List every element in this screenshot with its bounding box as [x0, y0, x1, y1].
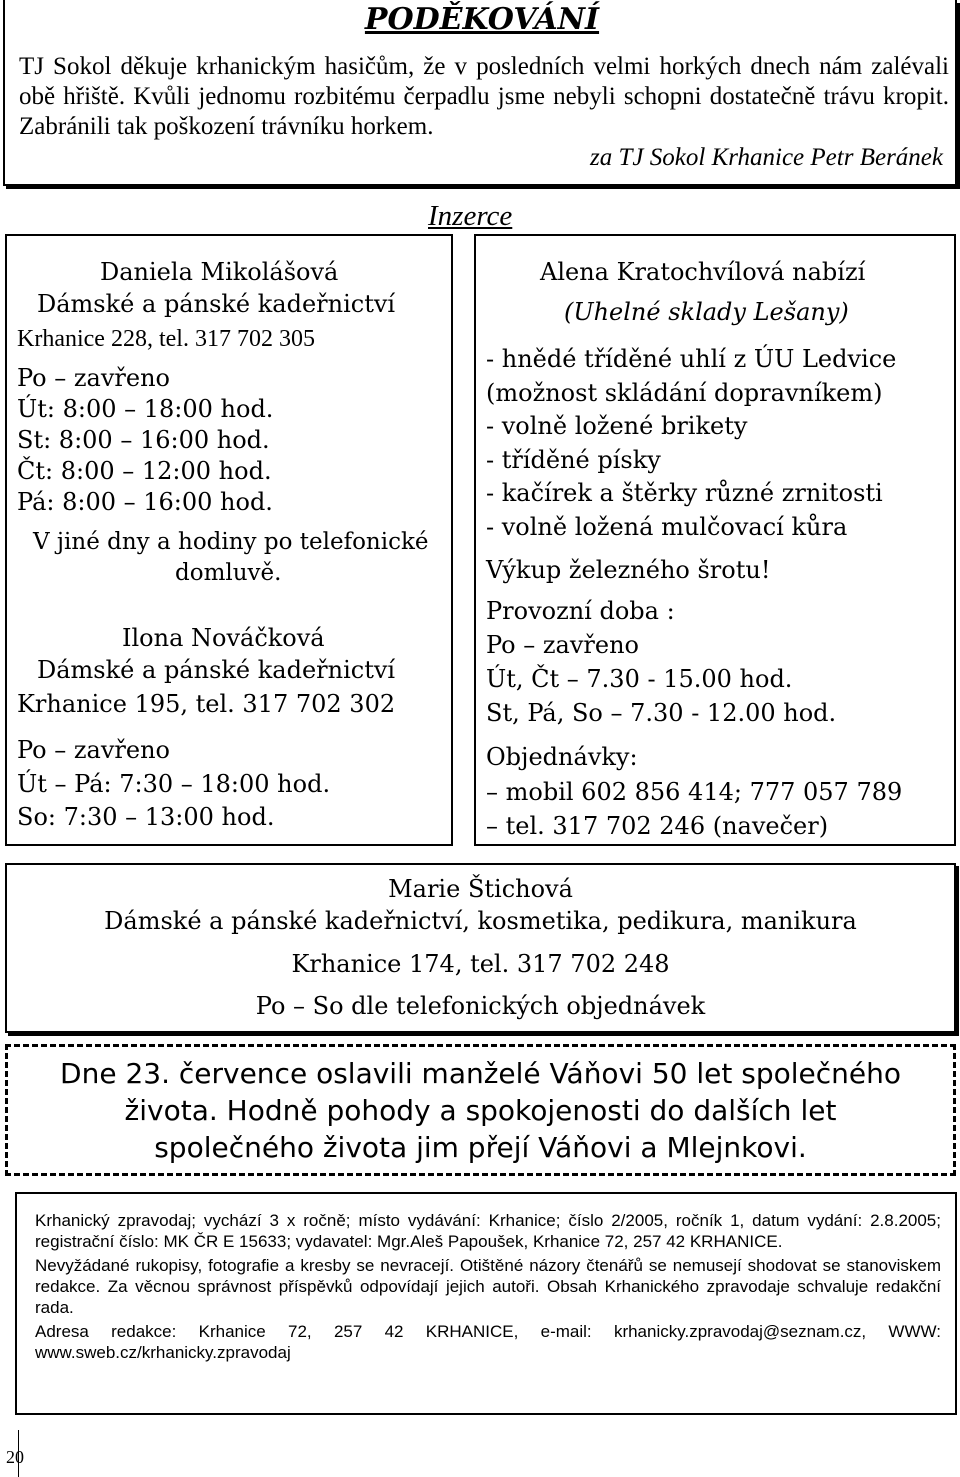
thanks-body: TJ Sokol děkuje krhanickým hasičům, že v posledních velmi horkých dnech nám zalévali obě hřiště. Kvůli jednomu rozbitému čerpadlu jsme nebyli schopni dostatečně trávu kropit. Zabránili tak poškození trávníku horkem.	[19, 53, 949, 140]
ad-right-column	[474, 234, 956, 846]
anniversary-box	[5, 1044, 956, 1176]
ad-kratochvilova-scrap: Výkup železného šrotu!	[486, 556, 771, 584]
ad-kratochvilova-orders-title: Objednávky:	[486, 743, 638, 771]
ad-mikolasova-note: V jiné dny a hodiny po telefonické	[33, 529, 429, 555]
ad-mikolasova-hours-3: Čt: 8:00 – 12:00 hod.	[17, 457, 272, 485]
ad-mikolasova-service: Dámské a pánské kadeřnictví	[37, 290, 396, 318]
anniversary-line-2: života. Hodně pohody a spokojenosti do dalších let	[124, 1094, 837, 1127]
ad-kratochvilova-item-2: - volně ložené brikety	[486, 412, 748, 440]
ad-mikolasova-hours-0: Po – zavřeno	[17, 364, 170, 392]
imprint-box	[15, 1192, 957, 1415]
ad-mikolasova-name: Daniela Mikolášová	[100, 258, 339, 286]
imprint-paragraph-3: Adresa redakce: Krhanice 72, 257 42 KRHANICE, e-mail: krhanicky.zpravodaj@seznam.cz, WWW: www.sweb.cz/krhanicky.zpravodaj	[35, 1322, 941, 1362]
ad-novackova-hours-2: So: 7:30 – 13:00 hod.	[17, 803, 275, 831]
ad-kratochvilova-item-4: - kačírek a štěrky různé zrnitosti	[486, 479, 883, 507]
ad-kratochvilova-hours-1: Út, Čt – 7.30 - 15.00 hod.	[486, 665, 793, 693]
imprint-text	[35, 1210, 941, 1366]
ad-mikolasova-address-text: Krhanice 228, tel. 317 702 305	[17, 326, 315, 352]
ad-novackova-address: Krhanice 195, tel. 317 702 302	[17, 690, 396, 718]
ad-kratochvilova-hours-2: St, Pá, So – 7.30 - 12.00 hod.	[486, 699, 837, 727]
ad-kratochvilova-order-1: – tel. 317 702 246 (navečer)	[486, 812, 829, 840]
section-title-inzerce: Inzerce	[428, 200, 513, 232]
ad-stichova-address: Krhanice 174, tel. 317 702 248	[291, 950, 670, 978]
page-number: 20	[6, 1447, 24, 1467]
ad-left-column	[5, 234, 453, 846]
imprint-paragraph-2: Nevyžádané rukopisy, fotografie a kresby se nevracejí. Otištěné názory čtenářů se nemusejí shodovat se stanoviskem redakce. Za věcnou správnost příspěvků odpovídají jejich autoři. Obsah Krhanického zpravodaje schvaluje redakční rada.	[35, 1256, 941, 1317]
ad-mikolasova-note-2: domluvě.	[175, 560, 282, 586]
ad-kratochvilova-order-0: – mobil 602 856 414; 777 057 789	[486, 778, 903, 806]
anniversary-line-3: společného života jim přejí Váňovi a Mlejnkovi.	[154, 1131, 807, 1164]
ad-stichova-hours: Po – So dle telefonických objednávek	[255, 992, 706, 1020]
ad-kratochvilova-item-0: - hnědé tříděné uhlí z ÚU Ledvice	[486, 345, 897, 373]
ad-mikolasova-hours-4: Pá: 8:00 – 16:00 hod.	[17, 488, 273, 516]
ad-stichova-name: Marie Štichová	[388, 875, 573, 903]
ad-mikolasova-hours-1: Út: 8:00 – 18:00 hod.	[17, 395, 274, 423]
ad-mikolasova-hours-2: St: 8:00 – 16:00 hod.	[17, 426, 270, 454]
ad-mikolasova-address	[17, 324, 315, 353]
ad-novackova-hours-1: Út – Pá: 7:30 – 18:00 hod.	[17, 770, 331, 798]
ad-novackova-service: Dámské a pánské kadeřnictví	[37, 656, 396, 684]
ad-novackova-name: Ilona Nováčková	[122, 624, 325, 652]
ad-kratochvilova-subtitle: (Uhelné sklady Lešany)	[564, 298, 849, 326]
ad-stichova-box	[5, 863, 956, 1033]
thanks-title: PODĚKOVÁNÍ	[364, 2, 600, 37]
ad-kratochvilova-item-1: (možnost skládání dopravníkem)	[486, 379, 883, 407]
ad-stichova-service: Dámské a pánské kadeřnictví, kosmetika, pedikura, manikura	[104, 907, 857, 935]
ad-kratochvilova-name: Alena Kratochvílová nabízí	[540, 258, 866, 286]
ad-novackova-hours-0: Po – zavřeno	[17, 736, 170, 764]
imprint-paragraph-1: Krhanický zpravodaj; vychází 3 x ročně; místo vydávání: Krhanice; číslo 2/2005, ročník 1, datum vydání: 2.8.2005; registrační číslo: MK ČR E 15633; vydavatel: Mgr.Aleš Papoušek, Krhanice 72, 257 42 KRHANICE.	[35, 1211, 941, 1251]
ad-kratochvilova-hours-0: Po – zavřeno	[486, 631, 639, 659]
anniversary-line-1: Dne 23. července oslavili manželé Váňovi 50 let společného	[60, 1057, 901, 1090]
ad-kratochvilova-hours-title: Provozní doba :	[486, 597, 675, 625]
ad-kratochvilova-item-5: - volně ložená mulčovací kůra	[486, 513, 848, 541]
ad-kratochvilova-item-3: - tříděné písky	[486, 446, 661, 474]
thanks-signature: za TJ Sokol Krhanice Petr Beránek	[590, 144, 943, 171]
thanks-box	[3, 0, 957, 186]
